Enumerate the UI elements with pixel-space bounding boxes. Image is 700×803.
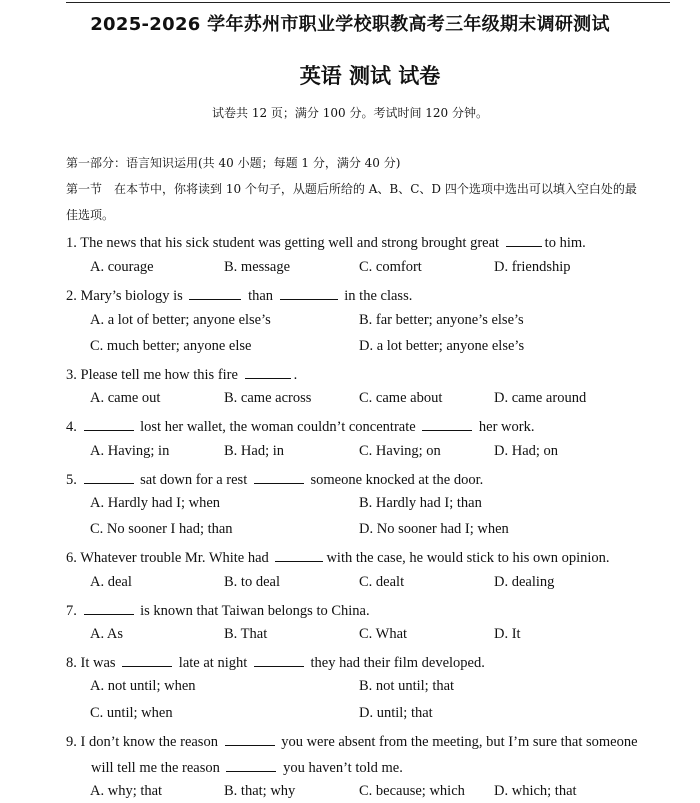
option-b[interactable]: B. came across <box>224 390 312 406</box>
question-text: is known that Taiwan belongs to China. <box>136 603 370 619</box>
section-instruction-line1: 第一节 在本节中，你将读到 10 个句子，从题后所给的 A、B、C、D 四个选项中选出可以填入空白处的最 <box>66 182 637 196</box>
exam-subtitle: 英语 测试 试卷 <box>299 64 441 88</box>
question-text: than <box>244 288 277 304</box>
question-1-options <box>90 259 690 279</box>
question-3 <box>66 364 297 384</box>
question-text: her work. <box>475 419 535 435</box>
question-6-options <box>90 574 690 594</box>
answer-blank[interactable] <box>245 364 291 379</box>
option-b[interactable]: B. not until; that <box>359 678 455 694</box>
question-text: 3. Please tell me how this fire <box>66 367 242 383</box>
question-2 <box>66 285 412 305</box>
question-text: 1. The news that his sick student was getting well and strong brought great <box>66 235 503 251</box>
answer-blank[interactable] <box>84 600 134 615</box>
question-text: sat down for a rest <box>136 472 251 488</box>
answer-blank[interactable] <box>225 731 275 746</box>
option-d[interactable]: D. dealing <box>494 574 555 590</box>
question-1 <box>66 232 586 252</box>
answer-blank[interactable] <box>506 232 542 247</box>
question-4-options <box>90 443 690 463</box>
question-text: to him. <box>544 235 586 251</box>
top-rule <box>66 2 670 3</box>
question-7 <box>66 600 370 620</box>
answer-blank[interactable] <box>254 652 304 667</box>
option-d[interactable]: D. It <box>494 626 521 642</box>
option-d[interactable]: D. which; that <box>494 783 577 799</box>
option-b[interactable]: B. that; why <box>224 783 296 799</box>
question-text: you were absent from the meeting, but I’m sure that someone <box>277 734 638 750</box>
exam-title: 2025-2026 学年苏州市职业学校职教高考三年级期末调研测试 <box>90 14 610 35</box>
option-b[interactable]: B. Had; in <box>224 443 285 459</box>
question-9 <box>66 731 638 751</box>
question-9-line2 <box>91 757 403 777</box>
part-heading: 第一部分：语言知识运用(共 40 小题；每题 1 分，满分 40 分) <box>66 156 401 170</box>
answer-blank[interactable] <box>84 469 134 484</box>
option-d[interactable]: D. a lot better; anyone else’s <box>359 338 525 354</box>
question-7-options <box>90 626 690 646</box>
question-2-options-row2 <box>90 338 690 358</box>
question-4 <box>66 416 535 436</box>
question-text: 4. <box>66 419 81 435</box>
question-5-options <box>90 495 690 515</box>
option-c[interactable]: C. dealt <box>359 574 405 590</box>
option-a[interactable]: A. came out <box>90 390 161 406</box>
option-d[interactable]: D. until; that <box>359 705 433 721</box>
option-d[interactable]: D. Had; on <box>494 443 559 459</box>
option-b[interactable]: B. Hardly had I; than <box>359 495 482 511</box>
option-a[interactable]: A. a lot of better; anyone else’s <box>90 312 271 328</box>
option-a[interactable]: A. deal <box>90 574 132 590</box>
question-text: someone knocked at the door. <box>306 472 484 488</box>
question-text: 8. It was <box>66 655 120 671</box>
question-9-options <box>90 783 690 803</box>
answer-blank[interactable] <box>189 285 241 300</box>
section-instruction-line2: 佳选项。 <box>66 208 115 222</box>
question-text: . <box>293 367 298 383</box>
question-8-options <box>90 678 690 698</box>
option-c[interactable]: C. No sooner I had; than <box>90 521 233 537</box>
option-d[interactable]: D. No sooner had I; when <box>359 521 509 537</box>
option-a[interactable]: A. not until; when <box>90 678 196 694</box>
option-c[interactable]: C. came about <box>359 390 443 406</box>
option-a[interactable]: A. Having; in <box>90 443 170 459</box>
question-text: 7. <box>66 603 81 619</box>
answer-blank[interactable] <box>84 416 134 431</box>
option-a[interactable]: A. courage <box>90 259 154 275</box>
question-5-options-row2 <box>90 521 690 541</box>
option-a[interactable]: A. why; that <box>90 783 163 799</box>
option-c[interactable]: C. much better; anyone else <box>90 338 252 354</box>
question-text: you haven’t told me. <box>279 760 403 776</box>
answer-blank[interactable] <box>254 469 304 484</box>
question-8 <box>66 652 485 672</box>
question-text: 2. Mary’s biology is <box>66 288 187 304</box>
option-c[interactable]: C. until; when <box>90 705 173 721</box>
question-2-options <box>90 312 690 332</box>
option-c[interactable]: C. What <box>359 626 408 642</box>
question-text: in the class. <box>340 288 413 304</box>
option-a[interactable]: A. Hardly had I; when <box>90 495 221 511</box>
question-text: will tell me the reason <box>91 760 224 776</box>
answer-blank[interactable] <box>122 652 172 667</box>
exam-info: 试卷共 12 页；满分 100 分。考试时间 120 分钟。 <box>212 106 488 120</box>
option-c[interactable]: C. because; which <box>359 783 465 799</box>
option-c[interactable]: C. comfort <box>359 259 422 275</box>
question-text: 5. <box>66 472 81 488</box>
option-c[interactable]: C. Having; on <box>359 443 441 459</box>
question-5 <box>66 469 483 489</box>
question-text: with the case, he would stick to his own opinion. <box>326 550 610 566</box>
question-6 <box>66 547 610 567</box>
question-text: 6. Whatever trouble Mr. White had <box>66 550 273 566</box>
option-b[interactable]: B. far better; anyone’s else’s <box>359 312 524 328</box>
question-text: 9. I don’t know the reason <box>66 734 222 750</box>
option-b[interactable]: B. That <box>224 626 268 642</box>
option-d[interactable]: D. came around <box>494 390 587 406</box>
answer-blank[interactable] <box>422 416 472 431</box>
question-8-options-row2 <box>90 705 690 725</box>
option-a[interactable]: A. As <box>90 626 124 642</box>
answer-blank[interactable] <box>275 547 323 562</box>
answer-blank[interactable] <box>226 757 276 772</box>
option-b[interactable]: B. message <box>224 259 291 275</box>
question-text: late at night <box>175 655 251 671</box>
question-text: they had their film developed. <box>306 655 485 671</box>
option-d[interactable]: D. friendship <box>494 259 571 275</box>
option-b[interactable]: B. to deal <box>224 574 280 590</box>
answer-blank[interactable] <box>280 285 338 300</box>
question-3-options <box>90 390 690 410</box>
question-text: lost her wallet, the woman couldn’t concentrate <box>136 419 420 435</box>
